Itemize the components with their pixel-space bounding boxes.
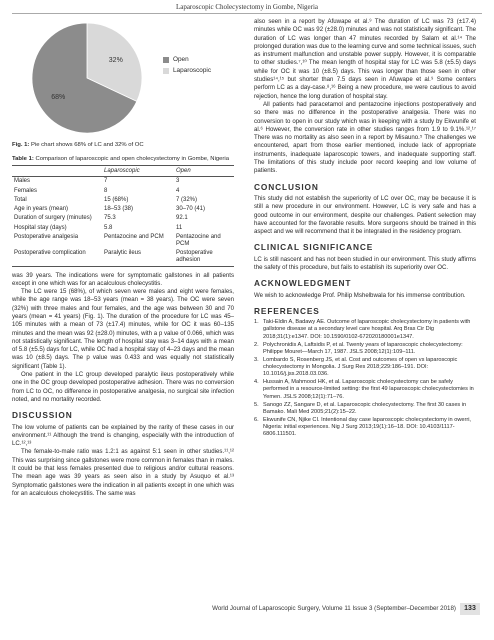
- section-heading-conclusion: CONCLUSION: [254, 181, 319, 192]
- reference-list: [254, 319, 476, 438]
- table-title-text: Comparison of laparoscopic and open cholecystectomy in Gombe, Nigeria: [33, 155, 229, 162]
- legend-label-open: Open: [173, 56, 189, 63]
- page-number: 133: [460, 603, 480, 615]
- table-cell: 15 (68%): [104, 196, 129, 203]
- right-column: [254, 18, 476, 439]
- table-row-label: Hospital stay (days): [14, 224, 67, 231]
- clinical-paragraph: LC is still nascent and has not been studied in our environment. This study affirms the safety of this procedure, but fails to establish its superiority over OC.: [254, 255, 476, 272]
- reference-item: [254, 342, 476, 356]
- table-row: [12, 177, 234, 187]
- discussion-paragraph: The female-to-male ratio was 1.2:1 as against 5:1 seen in other studies.¹¹,¹² This was surprising since gallstones were more common in females than in males. It could be that less females presented due to religious and/or cultural reasons. The mean age was 39 years as seen also in a study by Asuquo et al.¹³ Symptomatic gallstones were the indication in all patients except in one which was for an acalculous cholecystitis. The same was: [12, 448, 234, 497]
- page-footer: [0, 603, 494, 615]
- section-heading-clinical: CLINICAL SIGNIFICANCE: [254, 242, 374, 253]
- comparison-table: [12, 165, 234, 266]
- reference-text: Taki-Eldin A, Badawy AE. Outcome of laparoscopic cholecystectomy in patients with gallstone disease at a secondary level care hospital. Arq Bras Cir Dig 2018;31(1):e1347. DOI: 10.1590/0102-672020180001e1347.: [263, 319, 471, 340]
- section-heading-discussion: DISCUSSION: [12, 410, 73, 421]
- table-cell: 92.1: [176, 215, 188, 222]
- results-paragraph: One patient in the LC group developed paralytic ileus postoperatively while one in the OC group developed postoperative adhesion. There was no conversion from LC to OC, no difference in postoperative analgesia, no surgical site infection noted, and no mortality recorded.: [12, 371, 234, 403]
- table-row: [12, 205, 234, 214]
- pie-slice-label: 32%: [108, 57, 123, 65]
- table-row: [12, 196, 234, 205]
- table-header-row: [12, 166, 234, 177]
- legend-swatch-open: [163, 57, 169, 63]
- figure-caption-text: Pie chart shows 68% of LC and 32% of OC: [29, 142, 144, 148]
- section-heading-acknowledgment: ACKNOWLEDGMENT: [254, 278, 352, 289]
- discussion-paragraph: All patients had paracetamol and pentazocine injections postoperatively and so there was no difference in the postoperative analgesia. There was no conversion to open in our study which was in keeping with a study by Ekwunife et al.⁶ However, the conversion rate in other studies ranges from 1.9 to 9.1%.¹²,¹⁷ There was no mortality as also seen in a report by Misauno.⁵ The challenges we encountered, apart from those earlier mentioned, include lack of appropriate instruments, inadequate laparoscopic towers, and inadequate supporting staff. The limitations of this study include poor record keeping and low volume of patients.: [254, 100, 476, 175]
- table-row: [12, 233, 234, 249]
- reference-item: [254, 379, 476, 401]
- reference-number: 1.: [254, 319, 259, 326]
- table-row: [12, 214, 234, 223]
- reference-text: Ekwunife CN, Njike CI. Intentional day case laparoscopic cholecystectomy in owerri, Nigeria: initial experiences. Nig J Surg 2013;19(1):16–18. DOI: 10.4103/1117-6806.111501.: [263, 416, 471, 438]
- table-cell: Pentazocine and PCM: [176, 233, 221, 247]
- reference-text: Polychronidis A, Laftsidis P, et al. Twenty years of laparoscopic cholecystectomy: Philippe Mouret—March 17, 1987. JSLS 2008;12(1):109–111.: [263, 341, 463, 355]
- reference-item: [254, 417, 476, 439]
- legend-swatch-laparoscopic: [163, 68, 169, 74]
- reference-number: 4.: [254, 379, 259, 386]
- table-cell: Pentazocine and PCM: [104, 233, 164, 240]
- table-body: [12, 177, 234, 266]
- running-header: Laparoscopic Cholecystectomy in Gombe, Nigeria: [175, 3, 319, 11]
- acknowledgment-paragraph: We wish to acknowledge Prof. Philip Mshelbwala for his immense contribution.: [254, 291, 466, 299]
- table-cell: 11: [176, 224, 183, 231]
- section-heading-references: REFERENCES: [254, 305, 320, 316]
- pie-slice-label: 68%: [51, 93, 66, 101]
- table-row: [12, 224, 234, 233]
- chart-legend: [163, 54, 211, 76]
- reference-item: [254, 402, 476, 416]
- legend-item-laparoscopic: [163, 65, 211, 76]
- table-cell: Postoperative adhesion: [176, 250, 213, 264]
- table-row-label: Males: [14, 178, 31, 185]
- results-paragraph: The LC were 15 (68%), of which seven were males and eight were females, while the age range was 18–53 years (mean = 38 years). The OC were seven (32%) with three males and four females, and the age was between 30 and 70 years (mean = 41 years) (Fig. 1). The duration of the procedure for LC was 45–105 minutes with a mean of 73 (±17.4) minutes, while for OC it was 60–135 minutes and the mean was 92 (±28.0) minutes, with a p value of 0.066, which was not statistically significant. The length of hospital stay was 3–14 days with a mean of 5.8 (±5.5) days for LC, while OC had a hospital stay of 4–23 days and the mean was 10 (±8.5) days. The p value was 0.433 and was equally not statistically significant (Table 1).: [12, 288, 234, 370]
- conclusion-paragraph: This study did not establish the superiority of LC over OC, may be because it is still a new procedure in our environment. However, LC is very safe and has a good outcome in our environment, despite our challenges. Patient selection may have accounted for the favorable results. More surgeons should be trained in this aspect and we will recommend that it be integrated in the residency program.: [254, 194, 476, 236]
- table-header-cell: [12, 166, 102, 177]
- reference-number: 3.: [254, 356, 259, 363]
- table-header-cell: Laparoscopic: [104, 168, 140, 175]
- pie-chart: [12, 18, 162, 138]
- figure-caption-label: Fig. 1:: [12, 142, 30, 148]
- table-cell: 3: [176, 178, 180, 185]
- table-cell: 8: [104, 187, 108, 194]
- table-row-label: Postoperative analgesia: [14, 233, 79, 240]
- results-paragraph: was 39 years. The indications were for symptomatic gallstones in all patients except in one which was for an acalculous cholecystitis.: [12, 271, 234, 287]
- table-title: [12, 156, 234, 164]
- reference-number: 6.: [254, 416, 259, 423]
- reference-text: Lombardo S, Rosenberg JS, et al. Cost and outcomes of open vs laparoscopic cholecystectomy in Mongolia. J Surg Res 2018;229:186–191. DOI: 10.1016/j.jss.2018.03.036.: [263, 356, 458, 378]
- left-column: [12, 18, 234, 498]
- figure-1: [12, 18, 234, 140]
- table-row-label: Duration of surgery (minutes): [14, 215, 92, 222]
- table-cell: 7 (32%): [176, 196, 198, 203]
- table-title-label: Table 1:: [12, 155, 34, 162]
- table-row-label: Total: [14, 196, 27, 203]
- discussion-paragraph: also seen in a report by Afuwape et al.⁹ The duration of LC was 73 (±17.4) minutes while OC was 92 (±28.0) minutes and was not statistically significant. The duration of LC was longer than 47 minutes recorded by Salam et al.¹⁴ The prolonged duration was due to the learning curve and some technical issues, such as instrument malfunction and unstable power supply. However, it is comparable to other studies.⁷,¹⁰ The mean length of hospital stay for LC was 5.8 (±5.5) days while for OC it was 10 (±8.5) days. This was longer than those seen in other studies¹⁴,¹⁵ but shorter than 7.5 days seen in Afuwape et al.⁹ Some centers perform LC as a day-case.⁸,¹⁶ Being a new procedure, we were cautious to avoid rejection, hence the long duration of hospital stay.: [254, 18, 476, 100]
- table-cell: 18–53 (38): [104, 206, 134, 213]
- table-header-cell: Open: [176, 168, 191, 175]
- table-cell: Paralytic ileus: [104, 250, 142, 257]
- table-cell: 30–70 (41): [176, 206, 206, 213]
- discussion-paragraph: The low volume of patients can be explained by the rarity of these cases in our environment.¹¹ Although the trend is changing, especially with the introduction of LC.¹²,¹³: [12, 423, 234, 448]
- reference-text: Hussain A, Mahmood HK, et al. Laparoscopic cholecystectomy can be safely performed in a resource-limited setting: the first 49 laparoscopic cholecystectomies in Yemen. JSLS 2008;12(1):71–76.: [263, 379, 474, 400]
- footer-journal: World Journal of Laparoscopic Surgery, Volume 11 Issue 3 (September–December 2018): [212, 605, 456, 612]
- reference-text: Sanogo ZZ, Sangare D, et al. Laparoscopic cholecystectomy. The first 30 cases in Bamako. Mali Med 2005;21(2):15–22.: [263, 401, 467, 415]
- table-row-label: Females: [14, 187, 38, 194]
- table-cell: 7: [104, 178, 108, 185]
- legend-item-open: [163, 54, 211, 65]
- table-row-label: Age in years (mean): [14, 206, 69, 213]
- legend-label-laparoscopic: Laparoscopic: [173, 67, 212, 74]
- table-cell: 75.3: [104, 215, 116, 222]
- table-row: [12, 249, 234, 266]
- table-row: [12, 187, 234, 196]
- reference-number: 5.: [254, 401, 259, 408]
- reference-item: [254, 357, 476, 379]
- reference-item: [254, 319, 476, 341]
- table-row-label: Postoperative complication: [14, 250, 86, 257]
- table-cell: 5.8: [104, 224, 113, 231]
- table-cell: 4: [176, 187, 180, 194]
- reference-number: 2.: [254, 341, 259, 348]
- header-rule: [12, 13, 482, 14]
- figure-caption: [12, 142, 234, 150]
